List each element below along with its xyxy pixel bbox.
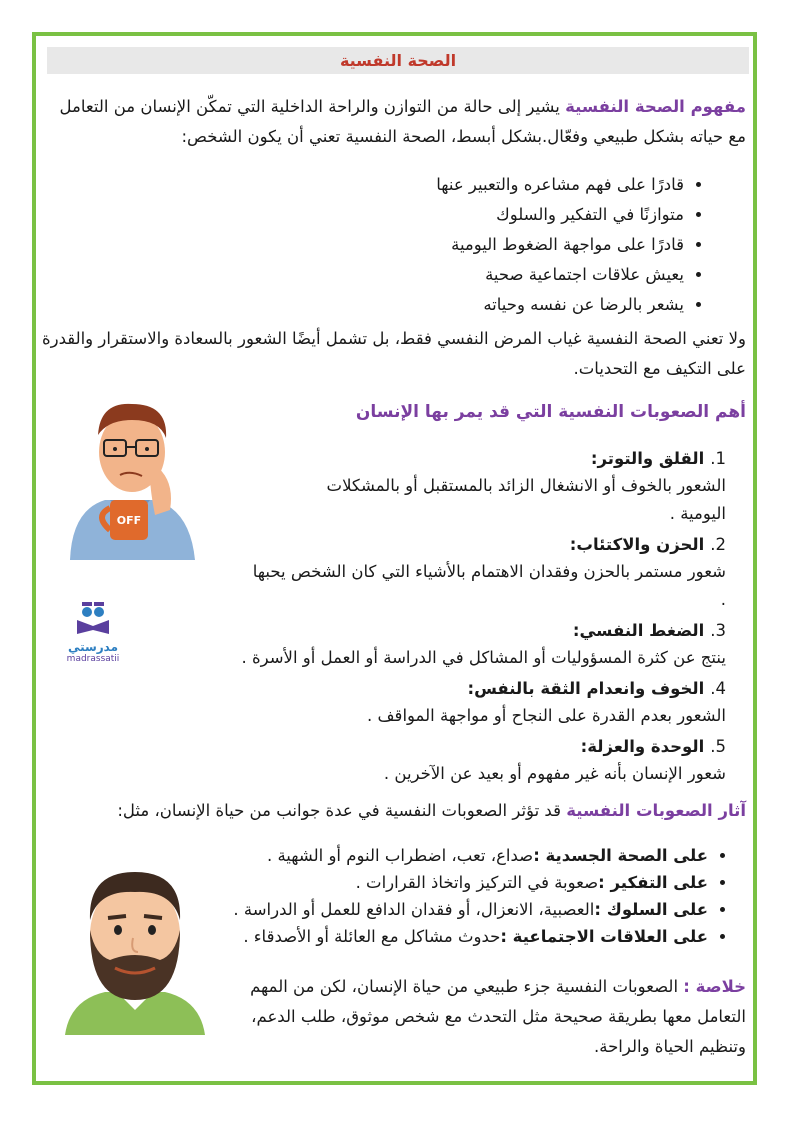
note-paragraph: ولا تعني الصحة النفسية غياب المرض النفسي فقط، بل تشمل أيضًا الشعور بالسعادة والاستقرار والقدرة على التكيف مع التحديات. [41, 329, 746, 378]
item-body: شعور الإنسان بأنه غير مفهوم أو بعيد عن الآخرين . [383, 764, 726, 783]
effects-list [188, 842, 730, 950]
item-title: الحزن والاكتئاب: [569, 535, 705, 554]
logo-latin: madrassatii [66, 654, 120, 664]
intro-paragraph [41, 92, 746, 152]
difficulties-heading: أهم الصعوبات النفسية التي قد يمر بها الإنسان [355, 402, 746, 422]
effect-text: صداع، تعب، اضطراب النوم أو الشهية . [266, 846, 534, 865]
effect-text: حدوث مشاكل مع العائلة أو الأصدقاء . [243, 927, 501, 946]
list-item [186, 446, 726, 528]
mug-label: OFF [116, 514, 142, 527]
list-item [186, 532, 726, 614]
logo-book-icon [73, 600, 113, 636]
bearded-man-illustration [60, 860, 210, 1035]
list-item: • متوازنًا في التفكير والسلوك [184, 200, 684, 230]
item-title: الضغط النفسي: [572, 621, 705, 640]
page-title: الصحة النفسية [47, 47, 749, 74]
stressed-man-illustration [50, 390, 210, 560]
summary-label: خلاصة : [683, 977, 746, 996]
list-item: • قادرًا على مواجهة الضغوط اليومية [184, 230, 684, 260]
list-item [188, 896, 708, 923]
item-number: 4. [710, 679, 726, 698]
effect-label: على التفكير : [598, 873, 708, 892]
difficulties-list [186, 446, 726, 792]
intro-term: مفهوم الصحة النفسية [565, 97, 746, 116]
summary-text: الصعوبات النفسية جزء طبيعي من حياة الإنسان، لكن من المهم التعامل معها بطريقة صحيحة مثل التحدث مع شخص موثوق، طلب الدعم، وتنظيم الحياة والراحة. [250, 977, 746, 1056]
effects-intro-text: قد تؤثر الصعوبات النفسية في عدة جوانب من حياة الإنسان، مثل: [117, 801, 567, 820]
list-item [186, 734, 726, 788]
intro-text: يشير إلى حالة من التوازن والراحة الداخلية التي تمكّن الإنسان من التعامل مع حياته بشكل طبيعي وفعّال.بشكل أبسط، الصحة النفسية تعني أن يكون الشخص: [59, 97, 746, 146]
summary-paragraph [221, 972, 746, 1062]
effect-label: على العلاقات الاجتماعية : [500, 927, 708, 946]
effect-label: على الصحة الجسدية : [533, 846, 708, 865]
list-item [186, 676, 726, 730]
list-item: • يعيش علاقات اجتماعية صحية [184, 260, 684, 290]
item-title: القلق والتوتر: [590, 449, 705, 468]
effect-text: العصبية، الانعزال، أو فقدان الدافع للعمل أو الدراسة . [233, 900, 595, 919]
list-item: • قادرًا على فهم مشاعره والتعبير عنها [184, 170, 684, 200]
list-item: • يشعر بالرضا عن نفسه وحياته [184, 290, 684, 320]
item-title: الوحدة والعزلة: [580, 737, 705, 756]
list-item [188, 923, 708, 950]
list-item [186, 618, 726, 672]
item-body: الشعور بالخوف أو الانشغال الزائد بالمستقبل أو بالمشكلات اليومية . [326, 476, 726, 523]
item-number: 3. [710, 621, 726, 640]
madrassatii-logo [62, 600, 124, 670]
item-number: 5. [710, 737, 726, 756]
effect-text: صعوبة في التركيز واتخاذ القرارات . [355, 873, 599, 892]
item-number: 2. [710, 535, 726, 554]
item-body: الشعور بعدم القدرة على النجاح أو مواجهة المواقف . [366, 706, 726, 725]
item-number: 1. [710, 449, 726, 468]
effects-intro [41, 796, 746, 826]
item-body: ينتج عن كثرة المسؤوليات أو المشاكل في الدراسة أو العمل أو الأسرة . [241, 648, 726, 667]
logo-arabic: مدرستي [67, 640, 119, 654]
effect-label: على السلوك : [594, 900, 708, 919]
item-title: الخوف وانعدام الثقة بالنفس: [467, 679, 705, 698]
item-body: شعور مستمر بالحزن وفقدان الاهتمام بالأشياء التي كان الشخص يحبها . [252, 562, 726, 609]
effects-term: آثار الصعوبات النفسية [566, 801, 746, 820]
list-item [188, 842, 708, 869]
traits-list [184, 170, 706, 320]
list-item [188, 869, 708, 896]
